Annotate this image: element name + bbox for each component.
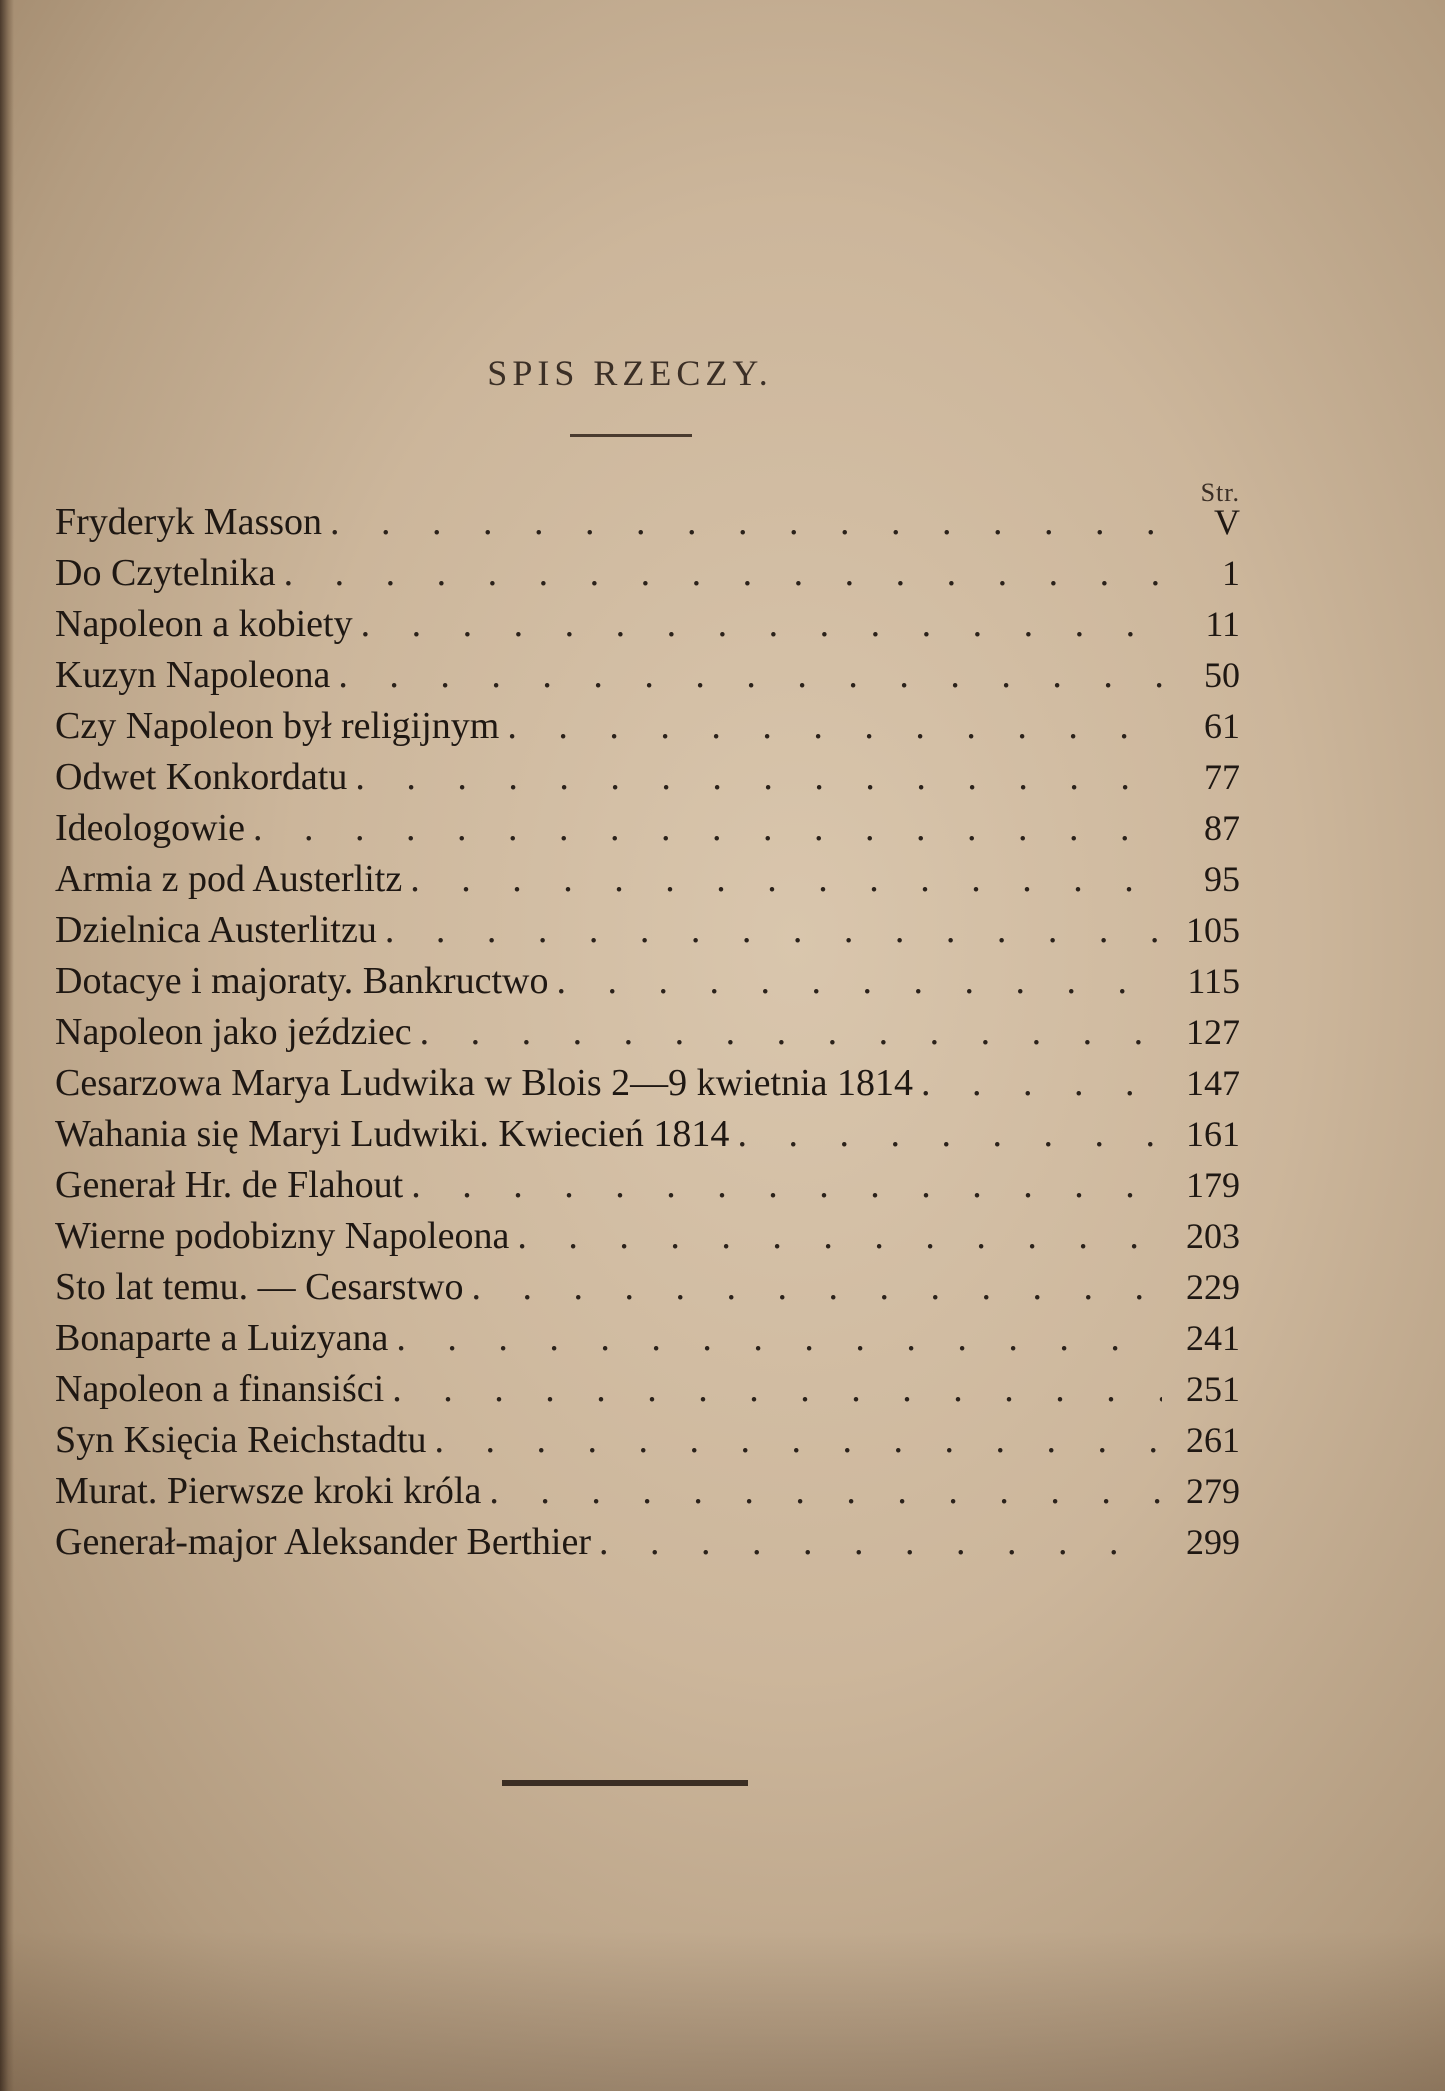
toc-entry-title: Generał-major Aleksander Berthier [55,1521,591,1563]
toc-entry-page: 1 [1222,553,1240,593]
dot-leader [599,1520,1162,1564]
dot-leader [392,1367,1162,1411]
toc-entry [55,959,1240,1010]
toc-entry-page: 261 [1186,1420,1240,1460]
toc-entry [55,602,1240,653]
toc-entry-page: 95 [1204,859,1240,899]
toc-entry [55,857,1240,908]
toc-entry [55,1520,1240,1571]
toc-entry [55,806,1240,857]
toc-entry-title: Murat. Pierwsze kroki króla [55,1470,482,1512]
toc-entry-page: 147 [1186,1063,1240,1103]
heading-rule [570,434,692,437]
toc-entry-page: 115 [1187,961,1240,1001]
toc-entry-title: Napoleon a kobiety [55,603,353,645]
dot-leader [396,1316,1162,1360]
dot-leader [489,1469,1162,1513]
toc-entry-title: Cesarzowa Marya Ludwika w Blois 2—9 kwietnia 1814 [55,1062,913,1104]
toc-entry [55,1010,1240,1061]
dot-leader [284,551,1162,595]
toc-entry-page: 241 [1186,1318,1240,1358]
toc-entry [55,1367,1240,1418]
dot-leader [330,500,1162,544]
toc-entry-title: Syn Księcia Reichstadtu [55,1419,427,1461]
toc-entry-title: Armia z pod Austerlitz [55,858,403,900]
toc-entry-page: 11 [1205,604,1240,644]
toc-entry [55,1163,1240,1214]
toc-entry-title: Sto lat temu. — Cesarstwo [55,1266,464,1308]
dot-leader [338,653,1162,697]
toc-entry-title: Wierne podobizny Napoleona [55,1215,510,1257]
toc-entry-title: Dotacye i majoraty. Bankructwo [55,960,549,1002]
toc-entry-page: V [1214,502,1240,542]
dot-leader [355,755,1162,799]
toc-entry [55,755,1240,806]
dot-leader [253,806,1162,850]
toc-entry-title: Bonaparte a Luizyana [55,1317,389,1359]
dot-leader [385,908,1162,952]
toc-entry [55,1265,1240,1316]
toc-entry [55,653,1240,704]
toc-entry [55,1214,1240,1265]
dot-leader [411,1163,1162,1207]
toc-entry-page: 77 [1204,757,1240,797]
dot-leader [921,1061,1162,1105]
toc-entry-page: 61 [1204,706,1240,746]
toc-entry-page: 229 [1186,1267,1240,1307]
dot-leader [471,1265,1162,1309]
dot-leader [507,704,1162,748]
toc-entry-page: 161 [1186,1114,1240,1154]
page-column-label: Str. [1200,478,1240,507]
toc-entry-title: Ideologowie [55,807,245,849]
toc-entry-page: 299 [1186,1522,1240,1562]
toc-entry-page: 105 [1186,910,1240,950]
toc-entry [55,704,1240,755]
dot-leader [517,1214,1162,1258]
dot-leader [556,959,1162,1003]
toc-entry [55,1469,1240,1520]
dot-leader [420,1010,1162,1054]
toc-entry-title: Wahania się Maryi Ludwiki. Kwiecień 1814 [55,1113,730,1155]
dot-leader [434,1418,1162,1462]
page-shadow [0,1931,1445,2091]
toc-entry-page: 179 [1186,1165,1240,1205]
toc-entry [55,1418,1240,1469]
end-rule [502,1780,748,1786]
toc-entry-page: 203 [1186,1216,1240,1256]
dot-leader [737,1112,1162,1156]
table-of-contents [55,500,1240,1571]
toc-entry [55,551,1240,602]
toc-entry-title: Fryderyk Masson [55,501,323,543]
toc-entry-page: 50 [1204,655,1240,695]
toc-entry-title: Kuzyn Napoleona [55,654,331,696]
toc-entry-page: 87 [1204,808,1240,848]
toc-entry [55,500,1240,551]
toc-entry-title: Do Czytelnika [55,552,276,594]
dot-leader [410,857,1162,901]
toc-entry-title: Odwet Konkordatu [55,756,348,798]
toc-entry [55,1112,1240,1163]
toc-heading: SPIS RZECZY. [487,353,773,393]
toc-entry [55,1316,1240,1367]
toc-entry-page: 251 [1186,1369,1240,1409]
toc-entry [55,908,1240,959]
toc-entry-page: 279 [1186,1471,1240,1511]
toc-entry-title: Napoleon jako jeździec [55,1011,412,1053]
dot-leader [361,602,1162,646]
toc-entry-title: Czy Napoleon był religijnym [55,705,500,747]
toc-entry [55,1061,1240,1112]
toc-entry-page: 127 [1186,1012,1240,1052]
page-binding-edge [0,0,14,2091]
toc-entry-title: Generał Hr. de Flahout [55,1164,404,1206]
toc-entry-title: Dzielnica Austerlitzu [55,909,377,951]
toc-entry-title: Napoleon a finansiści [55,1368,385,1410]
